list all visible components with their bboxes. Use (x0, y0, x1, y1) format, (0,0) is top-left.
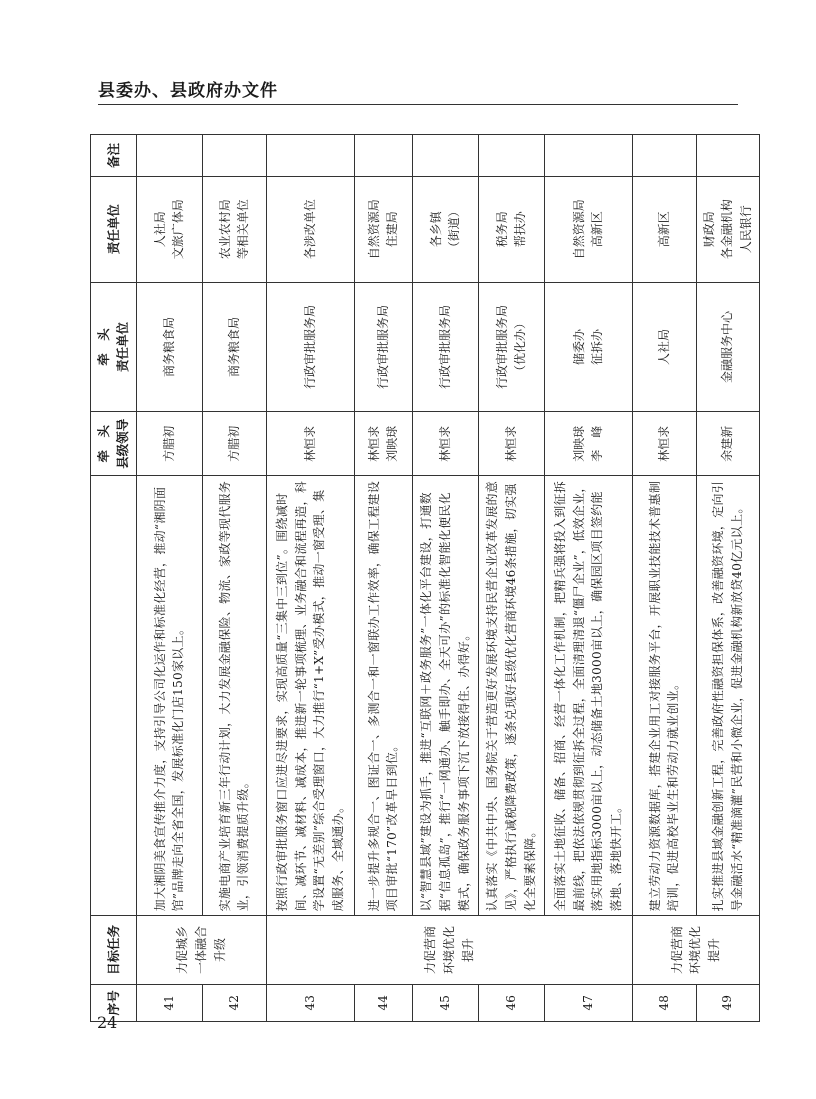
leader-line: 林恒求 (366, 425, 381, 462)
resp-line: 财政局 (701, 211, 716, 248)
row-leader: 方腊初 (202, 412, 266, 476)
lead-unit-line: 征拆办 (590, 328, 605, 365)
row-lead-unit: 人社局 (632, 282, 696, 412)
row-task: 认真落实《中共中央、国务院关于营造更好发展环境支持民营企业改革发展的意见》，严格执行减税降费政策，逐条兑现好县级优化营商环境46条措施，切实强化全要素保障。 (478, 476, 544, 916)
row-lead-unit: 商务粮食局 (202, 282, 266, 412)
task-table (90, 134, 760, 1022)
lead-unit-line: 储委办 (571, 328, 586, 365)
row-num: 46 (478, 984, 544, 1021)
row-resp (136, 176, 202, 282)
row-task: 建立劳动力资源数据库，搭建企业用工对接服务平台，开展职业技能技术普惠制培训，促进高校毕业生和劳动力就业创业。 (632, 476, 696, 916)
row-resp (354, 176, 412, 282)
row-num: 41 (136, 984, 202, 1021)
table-row (632, 135, 696, 1022)
header-lead-unit-line1: 牵 头 (96, 328, 111, 366)
row-leader (544, 412, 632, 476)
header-lead-unit (91, 282, 137, 412)
header-leader-line1: 牵 头 (96, 425, 111, 463)
row-resp (696, 176, 759, 282)
table-row (354, 135, 412, 1022)
row-lead-unit (478, 282, 544, 412)
row-num: 49 (696, 984, 759, 1021)
header-target: 目标任务 (91, 916, 137, 984)
row-num: 45 (412, 984, 478, 1021)
row-task: 扎实推进县域金融创新工程，完善政府性融资担保体系，改善融资环境，定向引导金融活水“精准滴灌”民营和小微企业，促进金融机构新放贷40亿元以上。 (696, 476, 759, 916)
row-num: 48 (632, 984, 696, 1021)
page-number: 24 (97, 1013, 118, 1032)
row-note (696, 135, 759, 177)
row-note (354, 135, 412, 177)
row-note (478, 135, 544, 177)
row-lead-unit: 金融服务中心 (696, 282, 759, 412)
row-resp (202, 176, 266, 282)
lead-unit-line: （优化办） (513, 316, 528, 377)
row-task: 实施电商产业培育新三年行动计划，大力发展金融保险、物流、家政等现代服务业，引领消费提质升级。 (202, 476, 266, 916)
leader-line: 刘映球 (385, 425, 400, 462)
table-row (202, 135, 266, 1022)
row-note (136, 135, 202, 177)
resp-line: 各金融机构 (720, 199, 735, 260)
row-resp (478, 176, 544, 282)
leader-line: 李 峰 (590, 425, 605, 462)
table-row (266, 135, 354, 1022)
resp-line: 自然资源局 (571, 199, 586, 260)
row-num: 47 (544, 984, 632, 1021)
resp-line: 文旅广体局 (171, 199, 186, 260)
resp-line: （街道） (447, 205, 462, 254)
row-resp (544, 176, 632, 282)
row-note (266, 135, 354, 177)
table-row (478, 135, 544, 1022)
row-resp (412, 176, 478, 282)
leader-line: 刘映球 (571, 425, 586, 462)
row-task: 以“智慧县域”建设为抓手，推进“互联网＋政务服务”一体化平台建设，打通数据“信息孤岛”，推行“一网通办、触手即办、全天可办”的标准化智能化便民化模式，确保政务服务事项下沉下放接得住、办得好。 (412, 476, 478, 916)
row-num: 42 (202, 984, 266, 1021)
header-note: 备注 (91, 135, 137, 177)
resp-line: 自然资源局 (366, 199, 381, 260)
header-lead-unit-line2: 责任单位 (115, 321, 131, 372)
table-row (136, 135, 202, 1022)
row-task: 加大湘阴美食宣传推介力度，支持引导公司化运作和标准化经营，推动“湘阴面馆”品牌走向全省全国，发展标准化门店150家以上。 (136, 476, 202, 916)
resp-line: 等相关单位 (236, 199, 251, 260)
row-leader (354, 412, 412, 476)
row-note (202, 135, 266, 177)
row-leader: 方腊初 (136, 412, 202, 476)
row-task: 全面落实土地征收、储备、招商、经营一体化工作机制，把精兵强将投入到征拆最前线，把依法依规贯彻到征拆全过程，全面清理清退“僵尸企业”，低效企业，落实用地指标3000亩以上，动态储备土地3000亩以上，确保园区项目签约能落地、落地快开工。 (544, 476, 632, 916)
row-note (544, 135, 632, 177)
header-leader-line2: 县级领导 (115, 418, 131, 469)
resp-line: 人民银行 (738, 205, 753, 254)
row-leader: 林恒求 (478, 412, 544, 476)
row-lead-unit: 行政审批服务局 (266, 282, 354, 412)
document-header (98, 70, 738, 106)
row-lead-unit: 行政审批服务局 (354, 282, 412, 412)
header-task (91, 476, 137, 916)
row-task: 进一步提升多规合一、图证合一、多测合一和一窗联办工作效率，确保工程建设项目审批“170”改革早日到位。 (354, 476, 412, 916)
row-resp (632, 176, 696, 282)
header-leader (91, 412, 137, 476)
table-row (696, 135, 759, 1022)
resp-line: 住建局 (385, 211, 400, 248)
row-leader: 林恒求 (266, 412, 354, 476)
header-title: 县委办、县政府办文件 (98, 81, 278, 101)
resp-line: 各涉改单位 (302, 199, 317, 260)
row-task: 按照行政审批服务窗口应进尽进要求，实现高质量“三集中三到位”。围绕减时间、减环节、减材料、减成本，推进新一轮事项梳理、业务融合和流程再造，科学设置“无差别”综合受理窗口，大力推行“1+X”受办模式，推动一窗受理、集成服务、全域通办。 (266, 476, 354, 916)
row-lead-unit: 商务粮食局 (136, 282, 202, 412)
resp-line: 帮扶办 (513, 211, 528, 248)
group-target: 力促营商环境优化提升 (266, 916, 632, 984)
row-leader: 林恒求 (632, 412, 696, 476)
row-note (412, 135, 478, 177)
header-rule (98, 104, 738, 105)
resp-line: 各乡镇 (428, 211, 443, 248)
row-note (632, 135, 696, 177)
resp-line: 税务局 (494, 211, 509, 248)
header-num: 序号 (91, 984, 137, 1021)
table-header-row (91, 135, 137, 1022)
row-num: 44 (354, 984, 412, 1021)
row-leader: 林恒求 (412, 412, 478, 476)
row-leader: 余建新 (696, 412, 759, 476)
table-row (544, 135, 632, 1022)
resp-line: 人社局 (152, 211, 167, 248)
lead-unit-line: 行政审批服务局 (494, 304, 509, 389)
table-row (412, 135, 478, 1022)
resp-line: 农业农村局 (217, 199, 232, 260)
header-resp: 责任单位 (91, 176, 137, 282)
group-target: 力促营商环境优化提升 (632, 916, 759, 984)
group-target: 力促城乡一体融合升级 (136, 916, 266, 984)
resp-line: 高新区 (656, 211, 671, 248)
row-num: 43 (266, 984, 354, 1021)
row-lead-unit: 行政审批服务局 (412, 282, 478, 412)
resp-line: 高新区 (590, 211, 605, 248)
row-resp (266, 176, 354, 282)
row-lead-unit (544, 282, 632, 412)
task-table-rotated (90, 134, 753, 1022)
